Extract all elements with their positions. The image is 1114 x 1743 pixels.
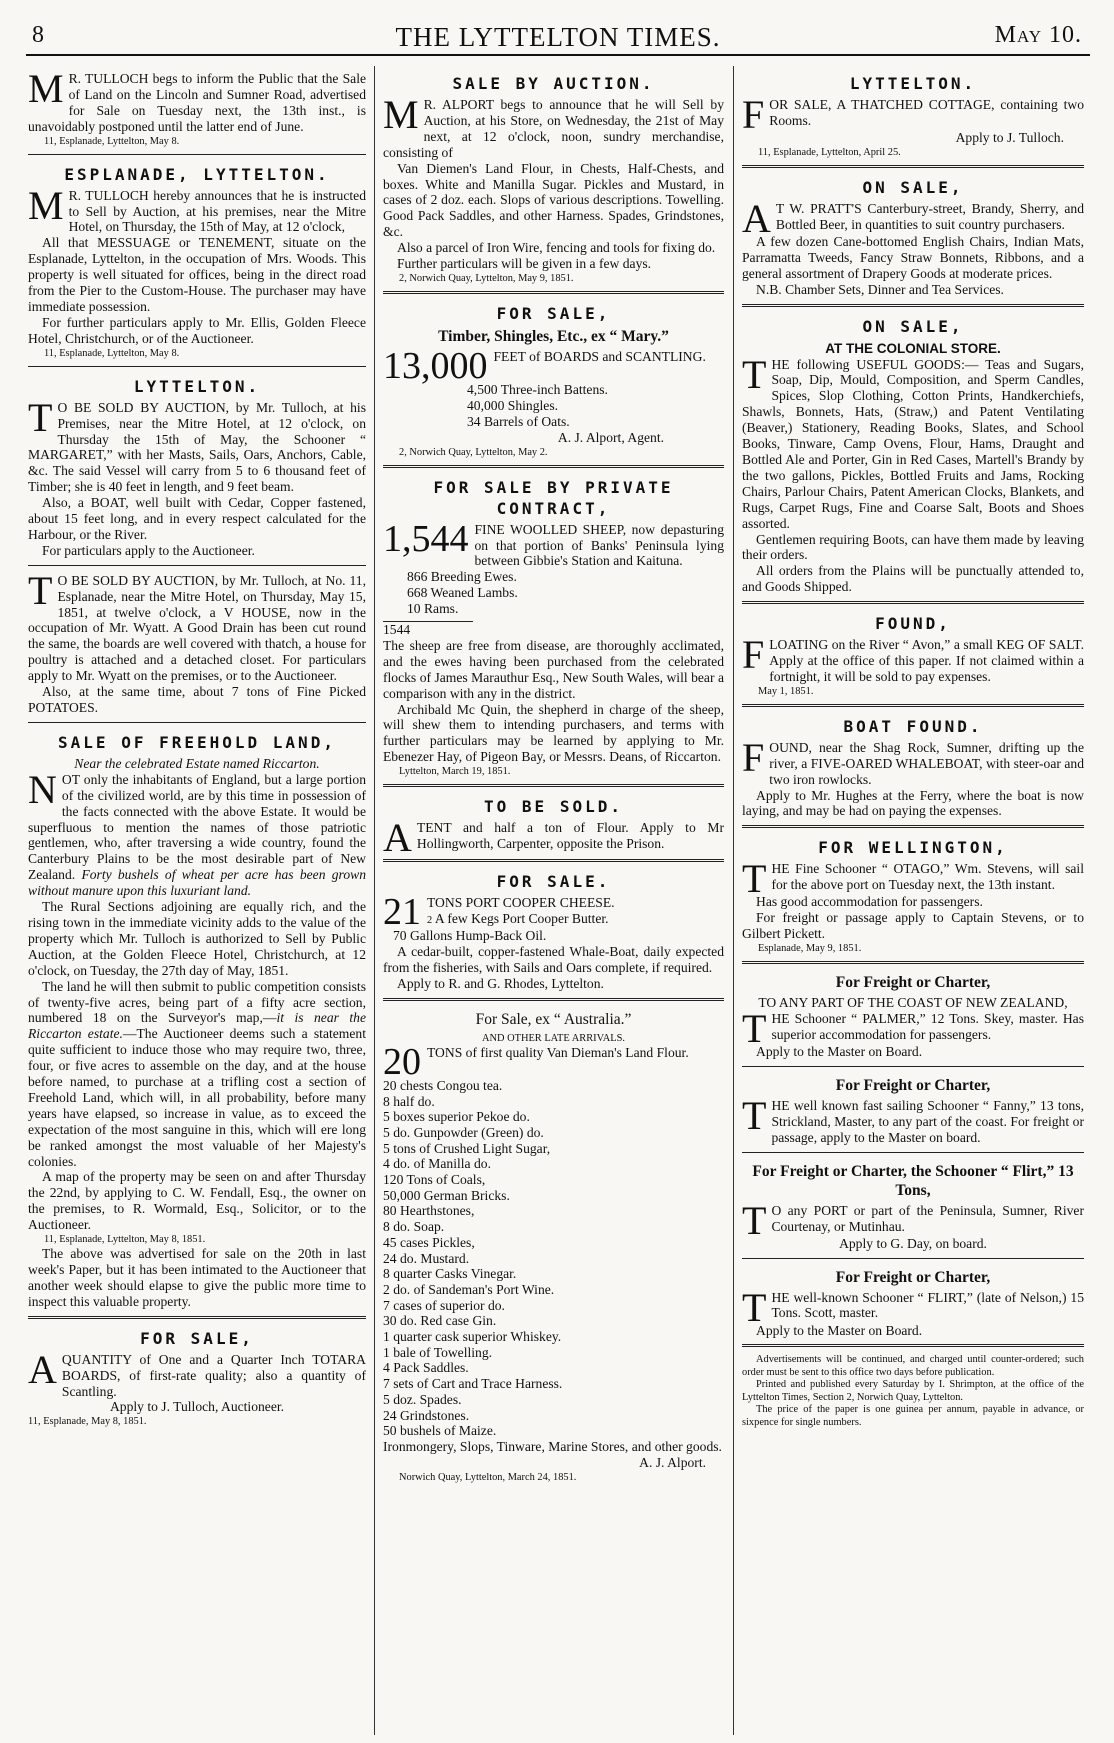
ad-tent-flour: TO BE SOLD. A TENT and half a ton of Flour. Apply to Mr Hollingworth, Carpenter, opposite the Prison. — [383, 793, 724, 862]
ad-heading: FOR SALE BY PRIVATE CONTRACT, — [433, 477, 674, 518]
ad-signature: 11, Esplanade, Lyttelton, May 8, 1851. — [44, 1234, 206, 1246]
ad-pratt: ON SALE, A T W. PRATT'S Canterbury-street, Brandy, Sherry, and Bottled Beer, in quantities to suit country purchasers. A few dozen Cane-bottomed English Chairs, Indian Mats, Parramatta Tweeds, Fancy Straw Bonnets, Ribbons, and a general assortment of Drapery Goods at moderate prices. N.B. Chamber Sets, Dinner and Tea Services. — [742, 174, 1084, 307]
ad-palmer: For Freight or Charter, TO ANY PART OF THE COAST OF NEW ZEALAND, T HE Schooner “ PALMER,” 12 Tons. Skey, master. Has superior accommodation for passengers. Apply to the Master on Board. — [742, 970, 1084, 1067]
ad-signature: Esplanade, May 9, 1851. — [758, 943, 862, 955]
ad-heading: SALE OF FREEHOLD LAND, — [58, 732, 336, 752]
ad-thatched-cottage: LYTTELTON. F OR SALE, A THATCHED COTTAGE, containing two Rooms. Apply to J. Tulloch. 11, Esplanade, Lyttelton, April 25. — [742, 70, 1084, 168]
drop-cap: T — [28, 567, 53, 613]
ad-found-keg: FOUND, F LOATING on the River “ Avon,” a small KEG OF SALT. Apply at the office of this paper. If not claimed within a fortnight, it will be sold to pay expenses. May 1, 1851. — [742, 610, 1084, 707]
column-left — [28, 70, 366, 1735]
ad-otago: FOR WELLINGTON, T HE Fine Schooner “ OTAGO,” Wm. Stevens, will sail for the above port on Tuesday next, the 13th instant. Has good accommodation for passengers. For freight or passage apply to Captain Stevens, or to Gilbert Pickett. Esplanade, May 9, 1851. — [742, 834, 1084, 964]
masthead — [26, 20, 1090, 56]
ad-heading: LYTTELTON. — [849, 74, 977, 93]
drop-cap: M — [28, 70, 64, 111]
ad-heading: BOAT FOUND. — [843, 716, 983, 736]
drop-cap: T — [742, 1092, 767, 1138]
item-list: 20 chests Congou tea. 8 half do. 5 boxes superior Pekoe do. 5 do. Gunpowder (Green) do. 5 tons of Crushed Light Sugar, 4 do. of Manilla do. 120 Tons of Coals, 50,000 German Bricks. 80 Hearthstones, 8 do. Soap. 45 cases Pickles, 24 do. Mustard. 8 quarter Casks Vinegar. 2 do. of Sandeman's Port Wine. 7 cases of superior do. 30 do. Red case Gin. 1 quarter cask superior Whiskey. 1 bale of Towelling. 4 Pack Saddles. 7 sets of Cart and Trace Harness. 5 doz. Spades. 24 Grindstones. 50 bushels of Maize. — [383, 1077, 563, 1439]
ad-esplanade: ESPLANADE, LYTTELTON. M R. TULLOCH hereby announces that he is instructed to Sell by Auction, at his premises, near the Mitre Hotel, on Thursday, the 15th of May, at 12 o'clock, All that MESSUAGE or TENEMENT, situate on the Esplanade, Lyttelton, in the occupation of Mrs. Woods. This property is well situated for offices, being in the direct road from the Pier to the Custom-House. The purchaser may have immediate possession. For further particulars apply to Mr. Ellis, Golden Fleece Hotel, Christchurch, or of the Auctioneer. 11, Esplanade, Lyttelton, May 8. — [28, 161, 366, 367]
ad-timber-mary: FOR SALE, Timber, Shingles, Etc., ex “ Mary.” 13,000 FEET of BOARDS and SCANTLING. 4,500 Three-inch Battens. 40,000 Shingles. 34 Barrels of Oats. A. J. Alport, Agent. 2, Norwich Quay, Lyttelton, May 2. — [383, 300, 724, 468]
drop-cap: T — [742, 856, 767, 902]
ad-totara-boards: FOR SALE, A QUANTITY of One and a Quarter Inch TOTARA BOARDS, of first-rate quality; also a quantity of Scantling. Apply to J. Tulloch, Auctioneer. 11, Esplanade, May 8, 1851. — [28, 1328, 366, 1428]
drop-cap: T — [742, 1006, 767, 1051]
drop-cap: M — [383, 92, 419, 137]
ad-heading: SALE BY AUCTION. — [452, 74, 655, 93]
large-number: 20 — [383, 1040, 421, 1083]
ad-subheading: Timber, Shingles, Etc., ex “ Mary.” — [438, 327, 669, 345]
drop-cap: N — [28, 766, 57, 812]
ad-signature: May 1, 1851. — [758, 685, 814, 697]
ad-signature: 2, Norwich Quay, Lyttelton, May 9, 1851. — [399, 272, 574, 284]
ad-boat-found: BOAT FOUND. F OUND, near the Shag Rock, Sumner, drifting up the river, a FIVE-OARED WHALEBOAT, with steer-oar and two iron rowlocks. Apply to Mr. Hughes at the Ferry, where the boat is now laying, and may be had on paying the expenses. — [742, 713, 1084, 829]
ad-signature: Lyttelton, March 19, 1851. — [399, 766, 511, 778]
ad-heading: For Freight or Charter, the Schooner “ Flirt,” 13 Tons, — [752, 1162, 1074, 1199]
ad-heading: For Freight or Charter, — [835, 1268, 991, 1286]
column-rule — [374, 66, 375, 1735]
ad-port-cooper-cheese: FOR SALE. 21 TONS PORT COOPER CHEESE. 2 A few Kegs Port Cooper Butter. 70 Gallons Hump-Back Oil. A cedar-built, copper-fastened Whale-Boat, daily expected from the fisheries, with Sails and Oars complete, if required. Apply to R. and G. Rhodes, Lyttelton. — [383, 868, 724, 1001]
ad-schooner-margaret: LYTTELTON. T O BE SOLD BY AUCTION, by Mr. Tulloch, at his Premises, near the Mitre Hotel, at 12 o'clock, on Thursday the 15th of May, the Schooner “ MARGARET,” with her Masts, Sails, Oars, Anchors, Cable, &c. The said Vessel will carry from 5 to 6 thousand feet of Timber; she is 40 feet in length, and 9 feet beam. Also, a BOAT, well built with Cedar, Copper fastened, about 15 feet long, and in every respect calculated for the Harbour, or the River. For particulars apply to the Auctioneer. — [28, 373, 366, 566]
drop-cap: T — [28, 394, 53, 440]
ad-colonial-store: ON SALE, AT THE COLONIAL STORE. T HE following USEFUL GOODS:— Teas and Sugars, Soap, Dip, Mould, Composition, and Sperm Candles, Spices, Slop Clothing, Cotton Prints, Handkerchiefs, Shawls, Bonnets, Hats, (Straw,) and Patent Ventilating (Beaver,) Stationery, Reading Books, Slates, and School Books, Tinware, Camp Ovens, Flour, Hams, Draught and Bottled Ale and Porter, Gin in Red Cases, Martell's Brandy by the two gallons, Pickles, Bottled Fruits and Jams, Rocking Chairs, Parlour Chairs, Patent American Clocks, Blankets, and Rugs, Carpet Rugs, Fine and Coarse Salt, Boots and Shoes assorted. Gentlemen requiring Boots, can have them made by leaving their orders. All orders from the Plains will be punctually attended to, and Goods Shipped. — [742, 313, 1084, 605]
drop-cap: T — [742, 351, 767, 397]
ad-heading: FOUND, — [875, 614, 951, 634]
drop-cap: A — [28, 1346, 57, 1392]
ad-australia: For Sale, ex “ Australia.” AND OTHER LATE ARRIVALS. 20 TONS of first quality Van Dieman's Land Flour. 20 chests Congou tea. 8 half do. 5 boxes superior Pekoe do. 5 do. Gunpowder (Green) do. 5 tons of Crushed Light Sugar, 4 do. of Manilla do. 120 Tons of Coals, 50,000 German Bricks. 80 Hearthstones, 8 do. Soap. 45 cases Pickles, 24 do. Mustard. 8 quarter Casks Vinegar. 2 do. of Sandeman's Port Wine. 7 cases of superior do. 30 do. Red case Gin. 1 quarter cask superior Whiskey. 1 bale of Towelling. 4 Pack Saddles. 7 sets of Cart and Trace Harness. 5 doz. Spades. 24 Grindstones. 50 bushels of Maize. Ironmongery, Slops, Tinware, Marine Stores, and other goods. A. J. Alport. Norwich Quay, Lyttelton, March 24, 1851. — [383, 1007, 724, 1490]
large-number: 13,000 — [383, 344, 488, 387]
ad-heading: FOR SALE, — [496, 303, 611, 323]
ad-subheading: AT THE COLONIAL STORE. — [825, 340, 1001, 356]
newspaper-title: THE LYTTELTON TIMES. — [395, 22, 721, 52]
drop-cap: F — [742, 632, 765, 678]
ad-fanny: For Freight or Charter, T HE well known fast sailing Schooner “ Fanny,” 13 tons, Strickland, Master, to any part of the coast. For freight or passage, apply to the Master on board. — [742, 1073, 1084, 1153]
ad-subheading: Near the celebrated Estate named Riccarton. — [74, 755, 320, 771]
ad-alport-auction: SALE BY AUCTION. M R. ALPORT begs to announce that he will Sell by Auction, at his Store, on Wednesday, the 21st of May next, at 12 o'clock, noon, sundry merchandise, consisting of Van Diemen's Land Flour, in Chests, Half-Chests, and boxes. White and Manilla Sugar. Pickles and Mustard, in cases of 2 doz. each. Slops of various descriptions. Towelling. Good Pack Saddles, and other Harness. Spades, Grindstones, &c. Also a parcel of Iron Wire, fencing and tools for fixing do. Further particulars will be given in a few days. 2, Norwich Quay, Lyttelton, May 9, 1851. — [383, 70, 724, 294]
ad-subheading: TO ANY PART OF THE COAST OF NEW ZEALAND, — [758, 995, 1068, 1011]
item-list: 4,500 Three-inch Battens. 40,000 Shingles. 34 Barrels of Oats. — [467, 381, 608, 429]
ad-heading: FOR WELLINGTON, — [818, 838, 1008, 858]
drop-cap: A — [742, 195, 771, 241]
ad-signature: 11, Esplanade, Lyttelton, April 25. — [758, 146, 901, 158]
ad-heading: ON SALE, — [862, 177, 964, 197]
issue-date: May 10. — [994, 22, 1082, 48]
ad-signature: 11, Esplanade, Lyttelton, May 8. — [44, 135, 180, 147]
ad-heading: For Freight or Charter, — [835, 1076, 991, 1094]
ad-heading: FOR SALE, — [140, 1328, 254, 1348]
ad-flirt-day: For Freight or Charter, the Schooner “ Flirt,” 13 Tons, T O any PORT or part of the Peninsula, Sumner, River Courtenay, or Mutinhau. Apply to G. Day, on board. — [742, 1159, 1084, 1259]
ad-signature: 11, Esplanade, May 8, 1851. — [28, 1416, 147, 1428]
column-rule — [733, 66, 734, 1735]
page-number: 8 — [32, 22, 44, 48]
ad-flirt-scott: For Freight or Charter, T HE well-known Schooner “ FLIRT,” (late of Nelson,) 15 Tons. Scott, master. Apply to the Master on Board. — [742, 1265, 1084, 1348]
ad-tulloch-postponed: M R. TULLOCH begs to inform the Public that the Sale of Land on the Lincoln and Sumner Road, advertised for Sale on Tuesday next, the 13th inst., is unavoidably postponed until the latter end of June. 11, Esplanade, Lyttelton, May 8. — [28, 70, 366, 155]
publication-notice: Advertisements will be continued, and charged until counter-ordered; such order must be sent to this office two days before publication. Printed and published every Saturday by I. Shrimpton, at the office of the Lyttelton Times, Section 2, Norwich Quay, Lyttelton. The price of the paper is one guinea per annum, payable in advance, or sixpence for single numbers. — [742, 1354, 1084, 1428]
ad-signature: 11, Esplanade, Lyttelton, May 8. — [44, 347, 180, 359]
ad-heading: For Freight or Charter, — [835, 974, 991, 992]
large-number: 1,544 — [383, 517, 469, 560]
ad-signature: Norwich Quay, Lyttelton, March 24, 1851. — [399, 1471, 577, 1483]
ad-heading: TO BE SOLD. — [484, 797, 623, 817]
column-middle — [383, 70, 724, 1735]
drop-cap: M — [28, 182, 64, 228]
drop-cap: A — [383, 815, 412, 861]
ad-subheading: AND OTHER LATE ARRIVALS. — [482, 1032, 625, 1044]
ad-freehold-land: SALE OF FREEHOLD LAND, Near the celebrated Estate named Riccarton. N OT only the inhabitants of England, but a large portion of the civilized world, are by this time in possession of the facts connected with the above Estate. It would be superfluous to mention the names of those patriotic gentlemen, who, after traversing a wide country, found the Canterbury Plains to be the most desirable part of New Zealand. Forty bushels of wheat per acre has been grown without manure upon this luxuriant land. The Rural Sections adjoining are equally rich, and the rising town in the immediate vicinity adds to the value of the property which Mr. Tulloch is authorized to Sell by Public Auction, at the Golden Fleece Hotel, Christchurch, at 12 o'clock, on Tuesday, the 27th day of May, 1851. The land he will then submit to public competition consists of twenty-five acres, being part of a fifty acre section, numbered 18 on the Surveyor's map,—it is near the Riccarton estate.—The Auctioneer deems such a statement quite sufficient to induce those who may require two, three, four, or five acres to assemble on the day, and at the house before named, to purchase at a trifling cost a section of Freehold Land, which will, in all probability, before many years have elapsed, so increase in value, as to exceed the expectation of the most sanguine in this, which will ere long be ranked amongst the most valuable of her Majesty's colonies. A map of the property may be seen on and after Thursday the 22nd, by applying to C. W. Fendall, Esq., the owner on the premises, to R. Wormald, Esq., Solicitor, or to the Auctioneer. 11, Esplanade, Lyttelton, May 8, 1851. The above was advertised for sale on the 20th in last week's Paper, but it has been intimated to the Auctioneer that another week should elapse to give the public more time to inspect this valuable property. — [28, 729, 366, 1319]
ad-sheep: FOR SALE BY PRIVATE CONTRACT, 1,544 FINE WOOLLED SHEEP, now depasturing on that portion of Banks' Peninsula lying between Gibbie's Station and Kaituna. 866 Breeding Ewes. 668 Weaned Lambs. 10 Rams. 1544 The sheep are free from disease, are thoroughly acclimated, and the ewes having been purchased from the celebrated flocks of James Marauthur Esq., New South Wales, will bear a comparison with any in the district. Archibald Mc Quin, the shepherd in charge of the sheep, will shew them to intending purchasers, and terms with further particulars may be learned by applying to Mr. Ebenezer Hay, of Pigeon Bay, or Messrs. Deans, of Riccarton. Lyttelton, March 19, 1851. — [383, 474, 724, 788]
ad-heading: LYTTELTON. — [133, 376, 261, 396]
ad-v-house: T O BE SOLD BY AUCTION, by Mr. Tulloch, at No. 11, Esplanade, near the Mitre Hotel, on Thursday, May 15, 1851, at twelve o'clock, a V HOUSE, now in the occupation of Mr. Wyatt. A Good Drain has been cut round the same, the boards are well covered with thatch, a house for poultry is attached and a detached closet. For particulars apply to Mr. Wyatt on the premises, or to the Auctioneer. Also, at the same time, about 7 tons of Fine Picked POTATOES. — [28, 572, 366, 723]
drop-cap: T — [742, 1197, 767, 1243]
column-right — [742, 70, 1084, 1735]
ad-heading: ON SALE, — [862, 316, 964, 336]
drop-cap: F — [742, 92, 765, 137]
ad-heading: FOR SALE. — [496, 872, 611, 892]
ad-heading: ESPLANADE, LYTTELTON. — [64, 164, 330, 184]
ad-heading: For Sale, ex “ Australia.” — [475, 1010, 632, 1028]
large-number: 21 — [383, 891, 421, 934]
drop-cap: F — [742, 734, 765, 780]
item-list: 866 Breeding Ewes. 668 Weaned Lambs. 10 Rams. — [407, 569, 518, 617]
ad-signature: 2, Norwich Quay, Lyttelton, May 2. — [399, 446, 548, 458]
drop-cap: T — [742, 1284, 767, 1330]
